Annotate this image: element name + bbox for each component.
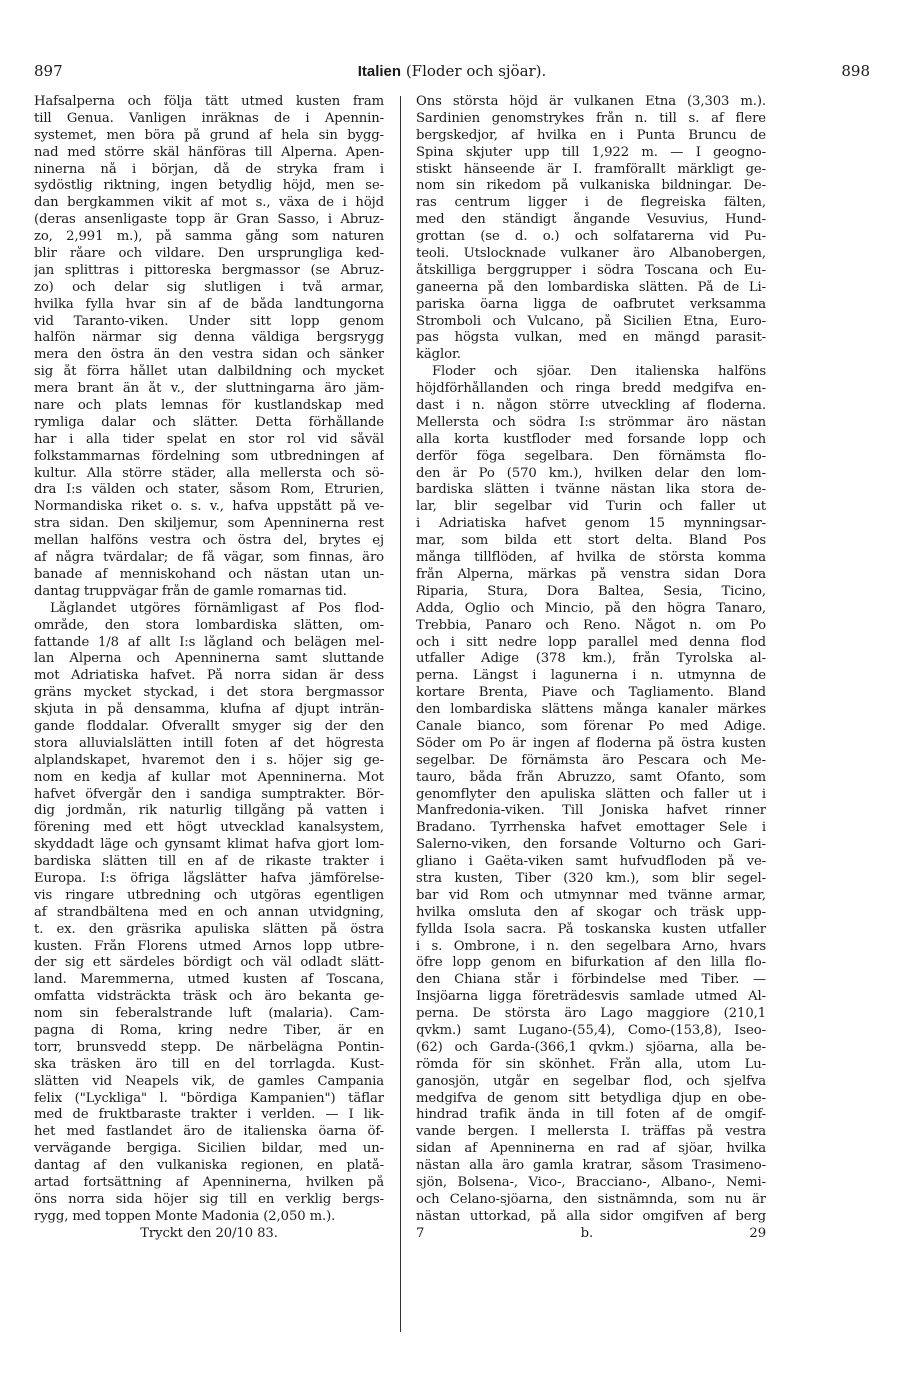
text-line: mera brant än åt v., der sluttningarna äro jäm- <box>34 381 384 397</box>
text-line: den är Po (570 km.), hvilken delar den lom- <box>416 465 766 481</box>
text-line: blir råare och vildare. Den ursprungliga ked- <box>34 246 384 262</box>
page-header <box>34 62 870 84</box>
text-line: sig åt förra hållet utan dalbildning och mycket <box>34 364 384 380</box>
text-line: Låglandet utgöres förnämligast af Pos flod- <box>50 600 384 616</box>
text-line: alla korta kustfloder med forsande lopp och <box>416 431 766 447</box>
text-line: pas högsta vulkan, med en mängd parasit- <box>416 330 766 346</box>
text-line: Sardinien genomstrykes från n. till s. af flere <box>416 110 766 126</box>
text-line: perna. De största äro Lago maggiore (210,1 <box>416 1006 766 1022</box>
text-line: Europa. I:s öfriga lågslätter hafva jämförelse- <box>34 870 384 886</box>
text-line: torr, brunsvedd stepp. De närbelägna Pontin- <box>34 1039 384 1055</box>
text-line: omfatta vidsträckta träsk och äro bekanta ge- <box>34 989 384 1005</box>
text-line: bergskedjor, af hvilka en i Punta Bruncu de <box>416 127 766 143</box>
text-line: stra kusten, Tiber (320 km.), som blir segel- <box>416 870 766 886</box>
text-line: den Chiana står i förbindelse med Tiber. — <box>416 972 766 988</box>
text-line: skyddadt läge och gynsamt klimat hafva gjort lom- <box>34 837 384 853</box>
text-line: från Alperna, märkas på venstra sidan Dora <box>416 566 766 582</box>
text-line: hafvet öfvergår den i sandiga sumptrakter. Bör- <box>34 786 384 802</box>
text-line: af några tvärdalar; de få vägar, som finnas, äro <box>34 550 384 566</box>
text-line: nästan alla äro gamla kratrar, såsom Trasimeno- <box>416 1158 766 1174</box>
text-line: och Celano-sjöarna, den sistnämnda, som nu är <box>416 1191 766 1207</box>
column-divider <box>400 96 401 1332</box>
text-line: derför föga segelbara. Den förnämsta flo- <box>416 448 766 464</box>
text-line: ganosjön, utgår en segelbar flod, och sjelfva <box>416 1073 766 1089</box>
text-line: Insjöarna ligga företrädesvis samlade utmed Al- <box>416 989 766 1005</box>
text-line: dra I:s välden och stater, såsom Rom, Etrurien, <box>34 482 384 498</box>
text-line: ras centrum ligger i de flegreiska fälten, <box>416 195 766 211</box>
text-line: sidan af Apenninerna en rad af sjöar, hvilka <box>416 1141 766 1157</box>
text-line: stra sidan. Den skiljemur, som Apenninerna rest <box>34 516 384 532</box>
text-line: den lombardiska slättens många kanaler märkes <box>416 702 766 718</box>
text-line: Spina skjuter upp till 1,922 m. — I geogno- <box>416 144 766 160</box>
text-line: perna. Längst i lagunerna i n. utmynna de <box>416 668 766 684</box>
text-line: stora alluvialslätten intill foten af det högresta <box>34 735 384 751</box>
text-line: rymliga dalar och slätter. Detta förhållande <box>34 414 384 430</box>
text-line: Bradano. Tyrrhenska hafvet emottager Sele i <box>416 820 766 836</box>
text-line: fattande 1/8 af allt I:s lågland och belägen mel- <box>34 634 384 650</box>
text-line: 7 b. 29 <box>416 1225 766 1241</box>
text-line: öfre lopp genom en bifurkation af den lilla flo- <box>416 955 766 971</box>
text-line: till Genua. Vanligen inräknas de i Apennin- <box>34 110 384 126</box>
text-line: systemet, men böra på grund af hela sin bygg- <box>34 127 384 143</box>
text-line: lan Alperna och Apenninerna samt sluttande <box>34 651 384 667</box>
text-line: segelbar. De förnämsta äro Pescara och Me- <box>416 752 766 768</box>
text-line: käglor. <box>416 347 461 363</box>
text-line: ganeerna på den lombardiska slätten. På de Li- <box>416 279 766 295</box>
text-line: förening med ett högt utvecklad kanalsystem, <box>34 820 384 836</box>
text-line: åtskilliga berggrupper i södra Toscana och Eu- <box>416 262 766 278</box>
text-line: folkstammarnas fördelning som utbredningen af <box>34 448 384 464</box>
text-line: i Adriatiska hafvet genom 15 mynningsar- <box>416 516 766 532</box>
text-line: öns norra sida höjer sig till en verklig bergs- <box>34 1191 384 1207</box>
text-line: mellan halföns vestra och östra del, brytes ej <box>34 533 384 549</box>
text-line: felix ("Lyckliga" l. "bördiga Kampanien") täflar <box>34 1090 384 1106</box>
text-line: gande floddalar. Öfverallt smyger sig der den <box>34 718 384 734</box>
text-line: genomflyter den apuliska slätten och faller ut i <box>416 786 766 802</box>
text-line: pagna di Roma, kring nedre Tiber, är en <box>34 1022 384 1038</box>
text-line: stiskt hänseende är I. framförallt märkligt ge- <box>416 161 766 177</box>
text-line: nare och plats lemnas för kustlandskap med <box>34 398 384 414</box>
text-line: nom sin feberalstrande luft (malaria). Cam- <box>34 1006 384 1022</box>
text-line: nad med större skäl hänföras till Alperna. Apen- <box>34 144 384 160</box>
text-line: ska träsken äro till en del torrlagda. Kust- <box>34 1056 384 1072</box>
text-line: Normandiska riket o. s. v., hafva uppstått på ve- <box>34 499 384 515</box>
text-line: Öns största höjd är vulkanen Etna (3,303 m.). <box>416 94 766 109</box>
text-line: dantag truppvägar från de gamle romarnas tid. <box>34 583 347 599</box>
text-line: het med fastlandet äro de italienska öarna öf- <box>34 1124 384 1140</box>
left-column <box>34 94 384 1243</box>
text-line: många tillflöden, af hvilka de största komma <box>416 550 766 566</box>
text-line: qvkm.) samt Lugano-(55,4), Como-(153,8), Iseo- <box>416 1022 766 1038</box>
text-line: nom sin rikedom på vulkaniska bildningar. De- <box>416 178 766 194</box>
text-line: halfön närmar sig denna väldiga bergsrygg <box>34 330 384 346</box>
text-line: och i sitt nedre lopp parallel med denna flod <box>416 634 766 650</box>
text-line: sydöstlig riktning, ingen betydlig höjd, men se- <box>34 178 384 194</box>
text-line: hindrad trafik ända in till foten af de omgif- <box>416 1107 766 1123</box>
text-line: vis ringare utbredning och utgöras egentligen <box>34 887 384 903</box>
running-title-bold: Italien <box>357 63 402 80</box>
running-title-rest: (Floder och sjöar). <box>405 62 547 80</box>
text-line: kortare Brenta, Piave och Tagliamento. Bland <box>416 685 766 701</box>
text-line: sjön, Bolsena-, Vico-, Bracciano-, Albano-, Nemi- <box>416 1175 766 1190</box>
text-line: gräns mycket styckad, i det stora bergmassor <box>34 685 384 701</box>
text-line: Floder och sjöar. Den italienska halföns <box>432 364 766 380</box>
page-number-right: 898 <box>841 62 870 80</box>
text-line: land. Maremmerna, utmed kusten af Toscana, <box>34 972 384 988</box>
text-line: område, den stora lombardiska slätten, om- <box>34 617 384 633</box>
text-line: Stromboli och Vulcano, på Sicilien Etna, Euro- <box>416 313 766 329</box>
text-line: Mellersta och södra I:s strömmar äro nästan <box>416 414 766 430</box>
text-line: grottan (se d. o.) och solfatarerna vid Pu- <box>416 229 766 245</box>
text-line: dast i n. någon större utveckling af floderna. <box>416 398 766 414</box>
text-line: artad fortsättning af Apenninerna, hvilken på <box>34 1175 384 1190</box>
text-line: bardiska slätten till en af de rikaste trakter i <box>34 854 384 870</box>
text-line: af strandbältena med en och annan utvidgning, <box>34 904 384 920</box>
text-line: mot Adriatiska hafvet. På norra sidan är dess <box>34 668 384 684</box>
right-column <box>416 94 766 1243</box>
text-line: zo, 2,991 m.), på samma gång som naturen <box>34 229 384 245</box>
text-line: bardiska slätten i tvänne nästan lika stora de- <box>416 482 766 498</box>
text-line: Salerno-viken, den forsande Volturno och Gari- <box>416 837 766 853</box>
running-title <box>34 62 870 80</box>
text-line: banade af menniskohand och nästan utan un- <box>34 566 384 582</box>
text-line: Riparia, Stura, Dora Baltea, Sesia, Ticino, <box>416 583 766 599</box>
text-line: tauro, båda från Abruzzo, samt Ofanto, som <box>416 769 766 785</box>
text-line: slätten vid Neapels vik, de gamles Campania <box>34 1073 384 1089</box>
text-line: mar, som bilda ett stort delta. Bland Pos <box>416 533 766 549</box>
text-line: Söder om Po är ingen af floderna på östra kusten <box>416 735 766 751</box>
text-line: skjuta in på densamma, klufna af djupt inträn- <box>34 702 384 718</box>
text-line: zo) och delar sig slutligen i två armar, <box>34 279 384 295</box>
text-line: fyllda Isola sacra. På toskanska kusten utfaller <box>416 921 766 937</box>
text-line: pariska öarna ligga de oafbrutet verksamma <box>416 296 766 312</box>
text-line: dantag af den vulkaniska regionen, en platå- <box>34 1158 384 1174</box>
text-line: dig jordmån, rik naturlig tillgång på vatten i <box>34 803 384 819</box>
text-line: gliano i Gaëta-viken samt hufvudfloden på ve- <box>416 854 766 870</box>
text-line: dan bergkammen vikit af mot s., växa de i höjd <box>34 195 384 211</box>
text-line: der sig ett särdeles bördigt och väl odladt slätt- <box>34 955 384 971</box>
text-line: teoli. Utslocknade vulkaner äro Albanobergen, <box>416 246 766 262</box>
text-line: utfaller Adige (378 km.), från Tyrolska al- <box>416 651 766 667</box>
text-line: rygg, med toppen Monte Madonia (2,050 m.). <box>34 1208 336 1224</box>
text-line: kultur. Alla större städer, alla mellersta och sö- <box>34 465 384 481</box>
text-line: alplandskapet, hvaremot den i s. höjer sig ge- <box>34 752 384 768</box>
text-line: vande bergen. I mellersta I. träffas på vestra <box>416 1124 766 1140</box>
text-line: (deras ansenligaste topp är Gran Sasso, i Abruz- <box>34 212 384 228</box>
text-line: höjdförhållanden och ringa bredd medgifva en- <box>416 381 766 397</box>
text-line: Trebbia, Panaro och Reno. Något n. om Po <box>416 617 766 633</box>
text-line: Manfredonia-viken. Till Joniska hafvet rinner <box>416 803 766 819</box>
text-line: lar, blir segelbar vid Turin och faller ut <box>416 499 766 515</box>
text-line: medgifva de genom sitt betydliga djup en obe- <box>416 1090 766 1106</box>
text-line: Adda, Oglio och Mincio, på den högra Tanaro, <box>416 600 766 616</box>
text-line: t. ex. den gräsrika apuliska slätten på östra <box>34 921 384 937</box>
text-line: vervägande bergiga. Sicilien bildar, med un- <box>34 1141 384 1157</box>
text-line: mera den östra än den vestra sidan och sänker <box>34 347 384 363</box>
text-line: har i alla tider spelat en stor rol vid såväl <box>34 431 384 447</box>
text-line: hvilka fylla hvar sin af de båda landtungorna <box>34 296 384 312</box>
text-line: ninerna nå i början, då de stryka fram i <box>34 161 384 177</box>
page-number-left: 897 <box>34 62 63 80</box>
text-line: i s. Ombrone, i n. den segelbara Arno, hvars <box>416 938 766 954</box>
text-line: nästan uttorkad, på alla sidor omgifven af berg <box>416 1208 766 1224</box>
text-line: kusten. Från Florens utmed Arnos lopp utbre- <box>34 938 384 954</box>
text-line: vid Taranto-viken. Under sitt lopp genom <box>34 313 384 329</box>
text-line: Canale bianco, som förenar Po med Adige. <box>416 718 766 734</box>
print-date: Tryckt den 20/10 83. <box>140 1225 278 1241</box>
text-line: Hafsalperna och följa tätt utmed kusten fram <box>34 94 384 109</box>
text-line: (62) och Garda-(366,1 qvkm.) sjöarna, alla be- <box>416 1039 766 1055</box>
text-line: med den ständigt ångande Vesuvius, Hund- <box>416 212 766 228</box>
text-line: nom en kedja af kullar mot Apenninerna. Mot <box>34 769 384 785</box>
text-line: römda för sin skönhet. Från alla, utom Lu- <box>416 1056 766 1072</box>
text-line: hvilka omsluta den af skogar och träsk upp- <box>416 904 766 920</box>
text-line: bar vid Rom och utmynnar med tvänne armar, <box>416 887 766 903</box>
text-line: med de fruktbaraste trakter i verlden. — I lik- <box>34 1107 384 1123</box>
text-line: jan splittras i pittoreska bergmassor (se Abruz- <box>34 262 384 278</box>
